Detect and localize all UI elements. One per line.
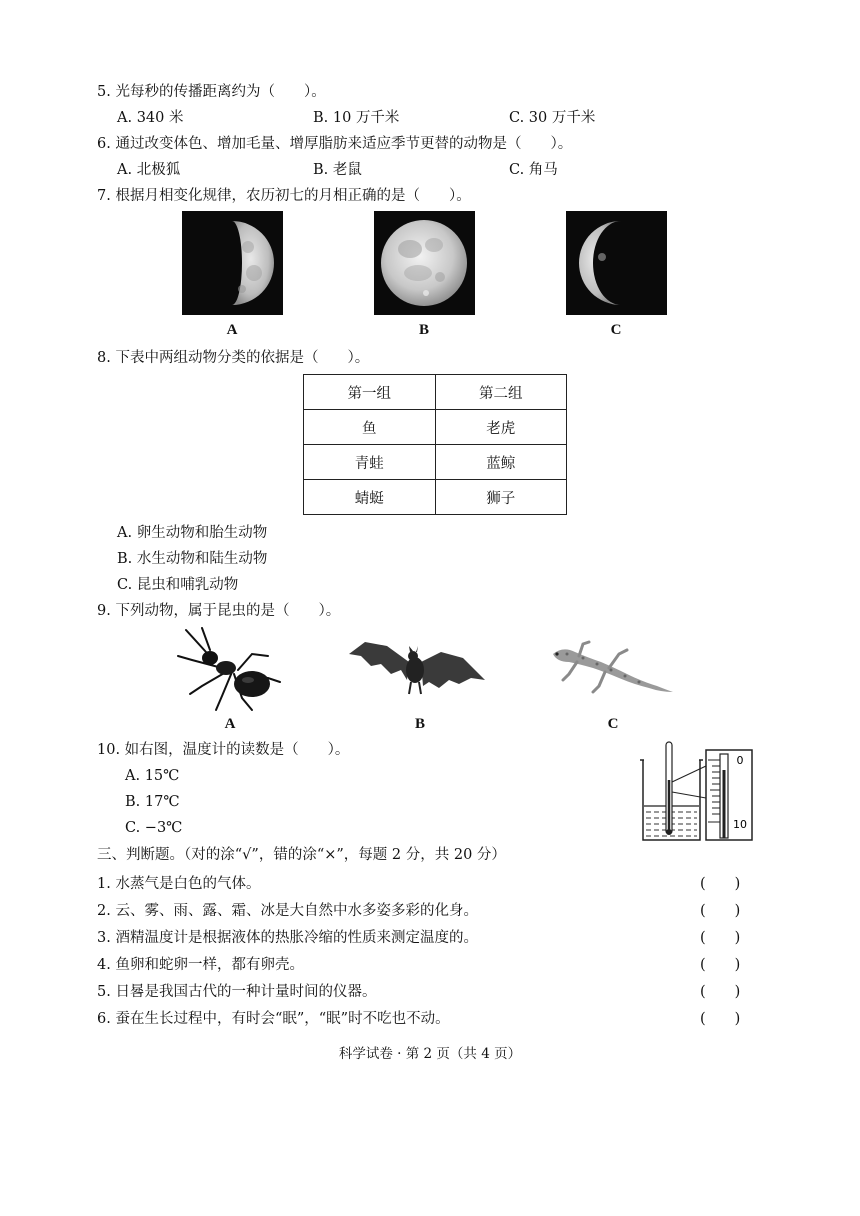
tf-blank-3[interactable]: ( ) bbox=[700, 930, 741, 946]
tf-blank-4[interactable]: ( ) bbox=[700, 957, 741, 973]
q9-label-b: B bbox=[414, 716, 425, 732]
table-row bbox=[304, 445, 567, 480]
bat-image bbox=[347, 640, 487, 696]
table-cell: 青蛙 bbox=[304, 445, 436, 480]
q6-option-b: B. 老鼠 bbox=[313, 162, 362, 178]
q8-option-a: A. 卵生动物和胎生动物 bbox=[117, 525, 268, 541]
table-cell: 狮子 bbox=[435, 480, 567, 515]
q7-label-b: B bbox=[418, 322, 429, 338]
q7-stem: 7. 根据月相变化规律，农历初七的月相正确的是（ ）。 bbox=[97, 188, 471, 204]
q8-option-b: B. 水生动物和陆生动物 bbox=[117, 551, 268, 567]
scale-label-top: 0 bbox=[736, 754, 744, 767]
q5-option-a: A. 340 米 bbox=[117, 110, 184, 126]
q6-option-c: C. 角马 bbox=[509, 162, 558, 178]
q10-stem: 10. 如右图，温度计的读数是（ ）。 bbox=[97, 742, 350, 758]
q9-label-a: A bbox=[224, 716, 236, 732]
q8-option-c: C. 昆虫和哺乳动物 bbox=[117, 577, 239, 593]
q10-option-a: A. 15℃ bbox=[125, 768, 180, 784]
table-header: 第二组 bbox=[435, 375, 567, 410]
q7-label-a: A bbox=[226, 322, 238, 338]
q5-option-c: C. 30 万千米 bbox=[509, 110, 596, 126]
animal-group-table bbox=[303, 374, 567, 515]
q6-option-a: A. 北极狐 bbox=[117, 162, 181, 178]
q8-stem: 8. 下表中两组动物分类的依据是（ ）。 bbox=[97, 350, 370, 366]
table-cell: 蓝鲸 bbox=[435, 445, 567, 480]
ant-image bbox=[172, 626, 284, 712]
q10-option-c: C. −3℃ bbox=[125, 820, 183, 836]
scale-label-bottom: 10 bbox=[733, 818, 747, 831]
q6-stem: 6. 通过改变体色、增加毛量、增厚脂肪来适应季节更替的动物是（ ）。 bbox=[97, 136, 573, 152]
table-row bbox=[304, 410, 567, 445]
thermometer-beaker-figure bbox=[640, 740, 756, 844]
table-cell: 蜻蜓 bbox=[304, 480, 436, 515]
tf-blank-2[interactable]: ( ) bbox=[700, 903, 741, 919]
q9-stem: 9. 下列动物，属于昆虫的是（ ）。 bbox=[97, 603, 341, 619]
table-row bbox=[304, 480, 567, 515]
section3-title: 三、判断题。（对的涂“√”，错的涂“×”，每题 2 分，共 20 分） bbox=[97, 847, 506, 863]
moon-first-quarter-image bbox=[182, 211, 283, 315]
q5-option-b: B. 10 万千米 bbox=[313, 110, 400, 126]
tf-item-1: 1. 水蒸气是白色的气体。 bbox=[97, 876, 261, 892]
table-header-row bbox=[304, 375, 567, 410]
moon-full-image bbox=[374, 211, 475, 315]
tf-item-4: 4. 鱼卵和蛇卵一样，都有卵壳。 bbox=[97, 957, 304, 973]
tf-item-5: 5. 日晷是我国古代的一种计量时间的仪器。 bbox=[97, 984, 377, 1000]
table-cell: 老虎 bbox=[435, 410, 567, 445]
page-footer: 科学试卷 · 第 2 页（共 4 页） bbox=[338, 1046, 522, 1062]
table-header: 第一组 bbox=[304, 375, 436, 410]
moon-crescent-image bbox=[566, 211, 667, 315]
q10-option-b: B. 17℃ bbox=[125, 794, 180, 810]
q5-stem: 5. 光每秒的传播距离约为（ ）。 bbox=[97, 84, 326, 100]
tf-item-2: 2. 云、雾、雨、露、霜、冰是大自然中水多姿多彩的化身。 bbox=[97, 903, 478, 919]
q7-label-c: C bbox=[610, 322, 622, 338]
tf-blank-1[interactable]: ( ) bbox=[700, 876, 741, 892]
table-cell: 鱼 bbox=[304, 410, 436, 445]
tf-blank-5[interactable]: ( ) bbox=[700, 984, 741, 1000]
gecko-image bbox=[549, 640, 675, 696]
tf-blank-6[interactable]: ( ) bbox=[700, 1011, 741, 1027]
tf-item-6: 6. 蚕在生长过程中，有时会“眠”，“眠”时不吃也不动。 bbox=[97, 1011, 450, 1027]
tf-item-3: 3. 酒精温度计是根据液体的热胀冷缩的性质来测定温度的。 bbox=[97, 930, 478, 946]
q9-label-c: C bbox=[607, 716, 619, 732]
